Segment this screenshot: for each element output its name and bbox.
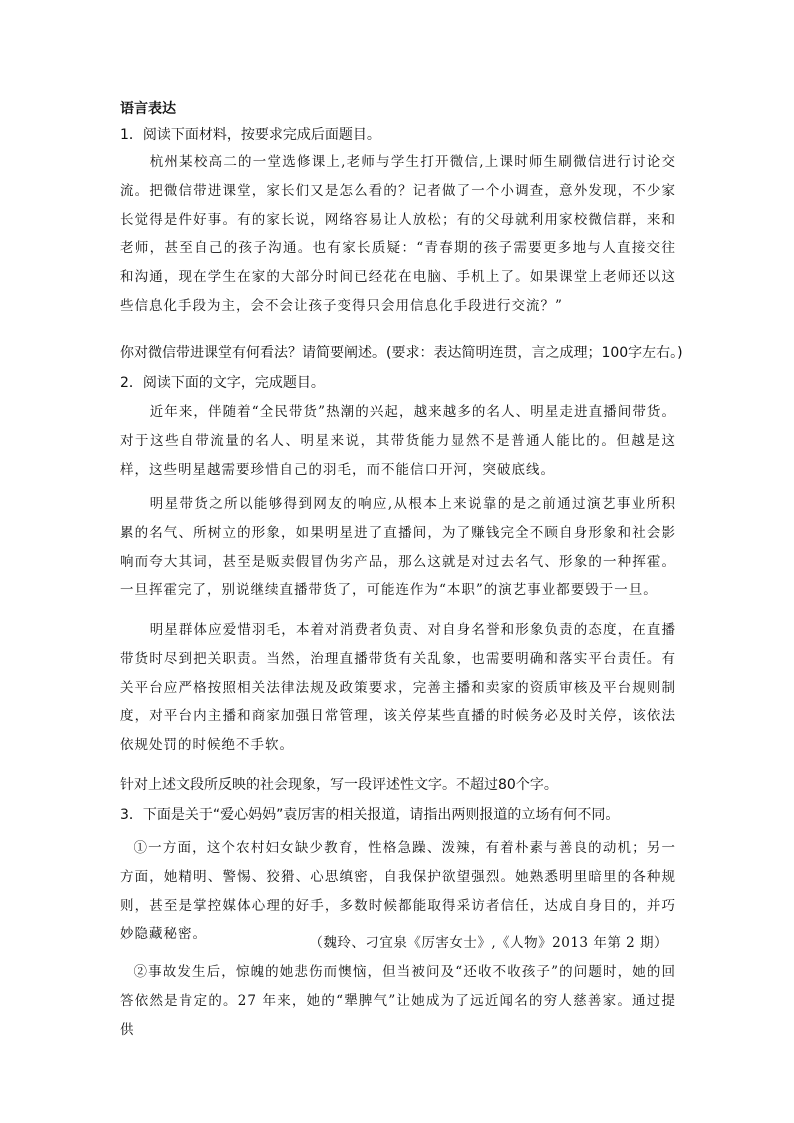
question-1-passage: 杭州某校高二的一堂选修课上,老师与学生打开微信,上课时师生刷微信进行讨论交流。把微信带进课堂，家长们又是怎么看的？记者做了一个小调查，意外发现，不少家长觉得是件好事。有的家长说，网络容易让人放松；有的父母就利用家校微信群，来和老师，甚至自己的孩子沟通。也有家长质疑：“青春期的孩子需要更多地与人直接交往和沟通，现在学生在家的大部分时间已经花在电脑、手机上了。如果课堂上老师还以这些信息化手段为主，会不会让孩子变得只会用信息化手段进行交流？” bbox=[120, 154, 676, 314]
question-1-title: 1．阅读下面材料，按要求完成后面题目。 bbox=[120, 127, 381, 143]
question-2-paragraph-1: 近年来，伴随着“全民带货”热潮的兴起，越来越多的名人、明星走进直播间带货。对于这些自带流量的名人、明星来说，其带货能力显然不是普通人能比的。但越是这样，这些明星越需要珍惜自己的羽毛，而不能信口开河，突破底线。 bbox=[120, 404, 676, 478]
report-2: ②事故发生后，惊魄的她悲伤而懊恼，但当被问及“还收不收孩子”的问题时，她的回答依然是肯定的。27 年来，她的“犟脾气”让她成为了远近闻名的穷人慈善家。通过提供 bbox=[120, 964, 676, 1038]
question-3-title: 3．下面是关于“爱心妈妈”袁厉害的相关报道，请指出两则报道的立场有何不同。 bbox=[120, 807, 620, 823]
question-1-task: 你对微信带进课堂有何看法？请简要阐述。(要求：表达简明连贯，言之成理；100字左右。) bbox=[120, 345, 683, 361]
question-2-title: 2．阅读下面的文字，完成题目。 bbox=[120, 375, 325, 391]
section-heading: 语言表达 bbox=[120, 101, 176, 117]
question-2-task: 针对上述文段所反映的社会现象，写一段评述性文字。不超过80个字。 bbox=[120, 777, 558, 793]
report-1-source: （魏玲、刁宜泉《厉害女士》,《人物》2013 年第 2 期） bbox=[309, 935, 668, 951]
question-2-paragraph-3: 明星群体应爱惜羽毛，本着对消费者负责、对自身名誉和形象负责的态度，在直播带货时尽到把关职责。当然，治理直播带货有关乱象，也需要明确和落实平台责任。有关平台应严格按照相关法律法规及政策要求，完善主播和卖家的资质审核及平台规则制度，对平台内主播和商家加强日常管理，该关停某些直播的时候务必及时关停，该依法依规处罚的时候绝不手软。 bbox=[120, 622, 676, 754]
report-1: ①一方面，这个农村妇女缺少教育，性格急躁、泼辣，有着朴素与善良的动机；另一方面，她精明、警惕、狡猾、心思缜密，自我保护欲望强烈。她熟悉明里暗里的各种规则，甚至是掌控媒体心理的好手，多数时候都能取得采访者信任，达成自身目的，并巧妙隐藏秘密。 bbox=[120, 840, 676, 943]
question-2-paragraph-2: 明星带货之所以能够得到网友的响应,从根本上来说靠的是之前通过演艺事业所积累的名气、所树立的形象，如果明星进了直播间，为了赚钱完全不顾自身形象和社会影响而夸大其词，甚至是贩卖假冒伪劣产品，那么这就是对过去名气、形象的一种挥霍。一旦挥霍完了，别说继续直播带货了，可能连作为“本职”的演艺事业都要毁于一旦。 bbox=[120, 496, 676, 599]
